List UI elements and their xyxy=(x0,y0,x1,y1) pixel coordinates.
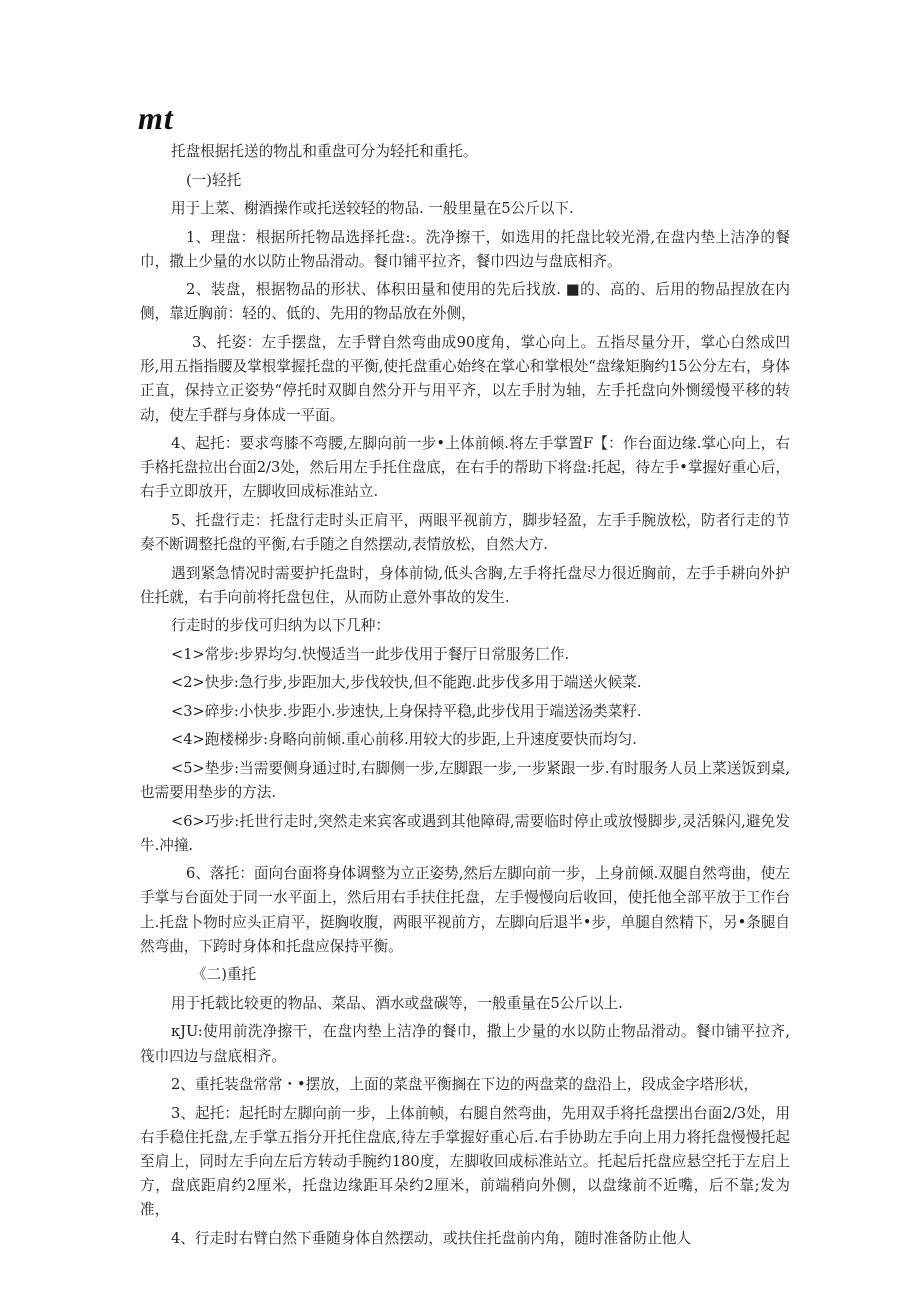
paragraph: 5、托盘行走：托盘行走时头正肩平，两眼平视前方，脚步轻盈，左手手腕放松，防者行走的节奏不断调整托盘的平衡,右手随之自然摆动,表情放松，自然大方. xyxy=(140,511,790,554)
section-heading-light-tray: (一)轻托 xyxy=(186,171,242,189)
list-item: <2>快步:急行步,步距加大,步伐较快,但不能跑.此步伐多用于端送火候菜. xyxy=(171,674,642,692)
paragraph: 3、托姿：左手摆盘，左手臂自然弯曲成90度角，掌心向上。五指尽量分开，掌心白然成凹形,用五指指腰及掌根掌握托盘的平衡,使托盘重心始终在掌心和掌根处“盘缘矩胸约15公分左右，身体正直，保持立正姿势“停托时双脚自然分开与用平齐，以左手肘为轴，左手托盘向外恻缓慢平移的转动，使左手群与身体成一平面。 xyxy=(140,333,790,424)
paragraph: 用于托载比较更的物品、菜品、酒水或盘碳等，一般重量在5公斤以上. xyxy=(171,994,623,1012)
page-title: mt xyxy=(138,100,174,136)
list-item: <1>常步:步界均匀.快慢适当一此步伐用于餐厅日常服务匚作. xyxy=(171,645,570,663)
paragraph: 6、落托：面向台面将身体调整为立正姿势,然后左脚向前一步，上身前倾.双腿自然弯曲，使左手掌与台面处于同一水平面上，然后用右手扶住托盘，左手慢慢向后收回，使托他全部平放于工作台上.托盘卜物时应头正肩平，挺胸收腹，两眼平视前方，左脚向后退半•步，单腿自然精下，另•条腿自然弯曲，下跨时身体和托盘应保持平衡。 xyxy=(140,865,790,955)
paragraph: 4、起托：要求弯膝不弯腰,左脚向前一步•上体前倾.将左手掌置F【：作台面边缘.掌心向上，右手格托盘拉出台面2/3处，然后用左手托住盘底，在右手的帮助下将盘:托起，待左手•掌握好重心后，右手立即放开，左脚收回成标准站立. xyxy=(140,435,790,501)
paragraph: 4、行走时右臂白然下垂随身体自然摆动，或扶住托盘前内角，随时准备防止他人 xyxy=(171,1229,692,1247)
paragraph: 行走时的步伐可归纳为以下几种： xyxy=(171,617,390,635)
list-item: <6>巧步:托世行走时,突然走来宾客或遇到其他障碍,需要临时停止或放慢脚步,灵活躲闪,避免发牛.冲撞. xyxy=(140,812,790,854)
section-heading-heavy-tray: 《二)重托 xyxy=(192,966,257,984)
paragraph: 2、重托装盘常常・•摆放，上面的菜盘平衡搁在下边的两盘菜的盘沿上，段成金字塔形状， xyxy=(171,1076,759,1094)
paragraph: 2、装盘，根据物品的形状、体积田量和使用的先后找放. ■的、高的、后用的物品捏放在内侧，靠近胸前：轻的、低的、先用的物品放在外侧， xyxy=(140,281,790,323)
list-item: <5>垫步:当需要侧身通过时,右脚侧一步,左脚跟一步,一步紧跟一步.有时服务人员上菜送饭到桌,也需要用垫步的方法. xyxy=(140,759,790,802)
paragraph: 遇到紧急情况时需要护托盘时，身体前恸,低头含胸,左手将托盘尽力很近胸前，左手手耕向外护住托就，右手向前将托盘包住，从而防止意外事故的发生. xyxy=(140,564,790,606)
document-body xyxy=(140,140,790,1255)
intro-paragraph: 托盘根据托送的物乩和重盘可分为轻托和重托。 xyxy=(171,143,478,160)
paragraph: κJU:使用前洗净擦干，在盘内垫上洁净的餐巾，撒上少量的水以防止物品滑动。餐巾铺平拉齐,筏巾四边与盘底相齐。 xyxy=(140,1023,790,1065)
list-item: <3>碎步:小快步.步距小.步速快,上身保持平稳,此步伐用于端送汤类菜籽. xyxy=(171,702,642,720)
list-item: <4>跑楼梯步:身略向前倾.重心前移.用较大的步距,上升速度要快而均匀. xyxy=(171,731,637,749)
paragraph: 1、理盘：根据所托物品选择托盘:。洗净擦干，如选用的托盘比较光滑,在盘内垫上洁净的餐巾，撒上少量的水以防止物品滑动。餐巾铺平拉齐，餐巾四边与盘底相齐。 xyxy=(140,228,790,270)
paragraph: 用于上菜、榭酒操作或托送较轻的物品. 一般里量在5公斤以下. xyxy=(171,200,574,217)
paragraph: 3、起托：起托时左脚向前一步，上体前帧，右腿自然弯曲，先用双手将托盘摆出台面2/3处，用右手稳住托盘,左手掌五指分开托住盘底,待左手掌握好重心后.右手协助左手向上用力将托盘慢慢托起至肩上，同时左手向左后方转动手腕约180度，左脚收回成标准站立。托起后托盘应悬空托于左启上方，盘底距肩约2厘米，托盘边缘距耳朵约2厘米，前端稍向外侧，以盘缘前不近嘴，后不靠;发为准， xyxy=(140,1104,790,1219)
